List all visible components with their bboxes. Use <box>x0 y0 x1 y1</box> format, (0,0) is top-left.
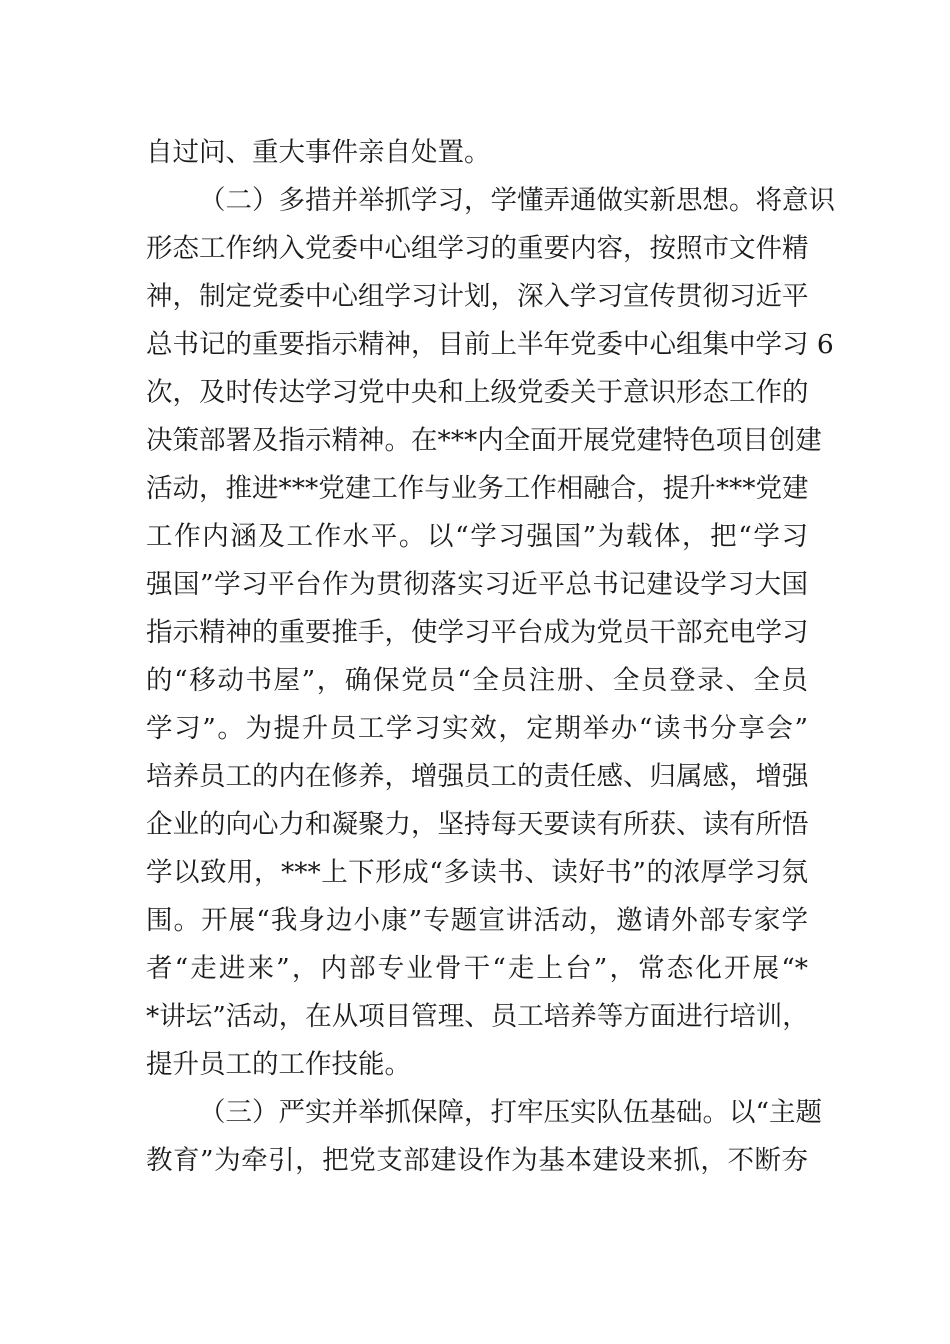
paragraph-heading-line: （三）严实并举抓保障，打牢压实队伍基础。以“主题 <box>199 1097 823 1128</box>
text-line: 指示精神的重要推手，使学习平台成为党员干部充电学习 <box>146 617 809 648</box>
text-line: 教育”为牵引，把党支部建设作为基本建设来抓，不断夯 <box>146 1145 808 1176</box>
text-line: 学习”。为提升员工学习实效，定期举办“读书分享会” <box>146 713 808 744</box>
text-line: 活动，推进***党建工作与业务工作相融合，提升***党建 <box>146 473 809 504</box>
text-line: 形态工作纳入党委中心组学习的重要内容，按照市文件精 <box>146 233 809 264</box>
text-line: 的“移动书屋”，确保党员“全员注册、全员登录、全员 <box>146 665 808 696</box>
text-line: 决策部署及指示精神。在***内全面开展党建特色项目创建 <box>146 425 822 456</box>
text-line: *讲坛”活动，在从项目管理、员工培养等方面进行培训， <box>146 1001 809 1032</box>
text-line: 培养员工的内在修养，增强员工的责任感、归属感，增强 <box>146 761 809 792</box>
text-line: 总书记的重要指示精神，目前上半年党委中心组集中学习 6 <box>146 329 834 360</box>
text-line: 围。开展“我身边小康”专题宣讲活动，邀请外部专家学 <box>146 905 808 936</box>
text-line: 次，及时传达学习党中央和上级党委关于意识形态工作的 <box>146 377 809 408</box>
text-line: 自过问、重大事件亲自处置。 <box>146 137 491 168</box>
text-line: 企业的向心力和凝聚力，坚持每天要读有所获、读有所悟 <box>146 809 809 840</box>
text-line: 提升员工的工作技能。 <box>146 1049 411 1080</box>
text-line: 工作内涵及工作水平。以“学习强国”为载体，把“学习 <box>146 521 808 552</box>
text-line: 神，制定党委中心组学习计划，深入学习宣传贯彻习近平 <box>146 281 809 312</box>
text-line: 者“走进来”，内部专业骨干“走上台”，常态化开展“* <box>146 953 808 984</box>
paragraph-heading-line: （二）多措并举抓学习，学懂弄通做实新思想。将意识 <box>199 185 835 216</box>
text-line: 学以致用，***上下形成“多读书、读好书”的浓厚学习氛 <box>146 857 808 888</box>
text-line: 强国”学习平台作为贯彻落实习近平总书记建设学习大国 <box>146 569 808 600</box>
